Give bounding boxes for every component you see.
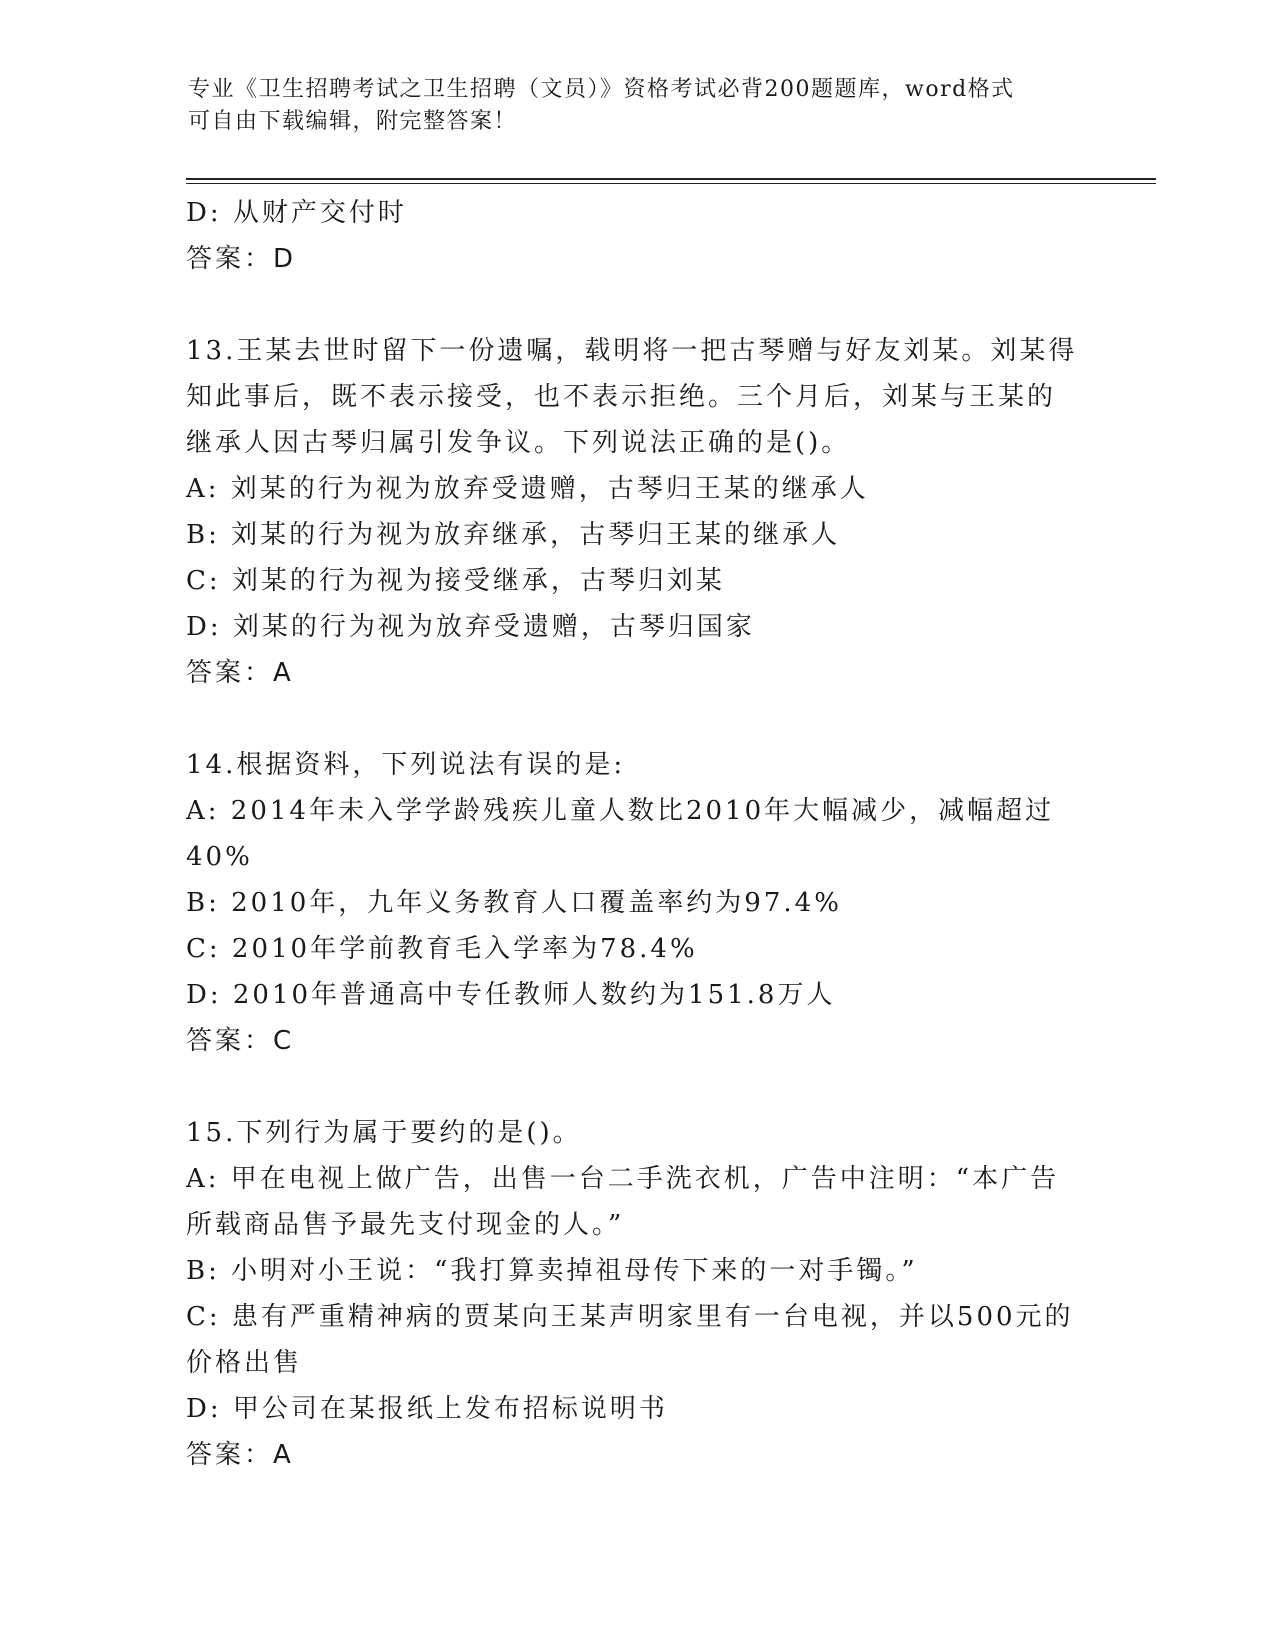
option-b: B: 2010年，九年义务教育人口覆盖率约为97.4% xyxy=(186,888,842,918)
option-a-continued: 所载商品售予最先支付现金的人。” xyxy=(186,1210,625,1240)
option-a-continued: 40% xyxy=(186,842,253,872)
option-d: D: 甲公司在某报纸上发布招标说明书 xyxy=(186,1394,668,1424)
previous-answer: 答案：D xyxy=(186,244,297,274)
option-b: B: 刘某的行为视为放弃继承，古琴归王某的继承人 xyxy=(186,520,841,550)
question-15 xyxy=(186,1110,1086,1478)
header-line-2: 可自由下载编辑，附完整答案！ xyxy=(188,109,518,134)
option-c: C: 患有严重精神病的贾某向王某声明家里有一台电视，并以500元的 xyxy=(186,1302,1074,1332)
option-b: B: 小明对小王说：“我打算卖掉祖母传下来的一对手镯。” xyxy=(186,1256,918,1286)
question-14 xyxy=(186,742,1086,1064)
option-a: A: 甲在电视上做广告，出售一台二手洗衣机，广告中注明：“本广告 xyxy=(186,1164,1060,1194)
spacer xyxy=(186,696,1086,742)
question-stem-line: 知此事后，既不表示接受，也不表示拒绝。三个月后，刘某与王某的 xyxy=(186,382,1057,412)
question-stem-line: 14.根据资料，下列说法有误的是: xyxy=(186,750,626,780)
spacer xyxy=(186,1064,1086,1110)
option-d: D: 2010年普通高中专任教师人数约为151.8万人 xyxy=(186,980,836,1010)
option-d: D: 刘某的行为视为放弃受遗赠，古琴归国家 xyxy=(186,612,755,642)
option-c: C: 刘某的行为视为接受继承，古琴归刘某 xyxy=(186,566,725,596)
spacer xyxy=(186,282,1086,328)
header-rule-thick xyxy=(186,178,1156,180)
option-a: A: 2014年未入学学龄残疾儿童人数比2010年大幅减少，减幅超过 xyxy=(186,796,1055,826)
answer: 答案：C xyxy=(186,1026,295,1056)
answer: 答案：A xyxy=(186,658,294,688)
answer: 答案：A xyxy=(186,1440,294,1470)
option-a: A: 刘某的行为视为放弃受遗赠，古琴归王某的继承人 xyxy=(186,474,869,504)
header-rule-thin xyxy=(186,183,1156,184)
question-content xyxy=(186,190,1086,1478)
document-header xyxy=(188,74,1068,138)
option-c-continued: 价格出售 xyxy=(186,1348,303,1378)
question-stem-line: 继承人因古琴归属引发争议。下列说法正确的是()。 xyxy=(186,428,851,458)
question-stem-line: 13.王某去世时留下一份遗嘱，载明将一把古琴赠与好友刘某。刘某得 xyxy=(186,336,1078,366)
option-c: C: 2010年学前教育毛入学率为78.4% xyxy=(186,934,698,964)
previous-option-d: D: 从财产交付时 xyxy=(186,198,407,228)
question-stem-line: 15.下列行为属于要约的是()。 xyxy=(186,1118,582,1148)
header-line-1: 专业《卫生招聘考试之卫生招聘（文员）》资格考试必背200题题库，word格式 xyxy=(188,77,1015,102)
question-13 xyxy=(186,328,1086,696)
